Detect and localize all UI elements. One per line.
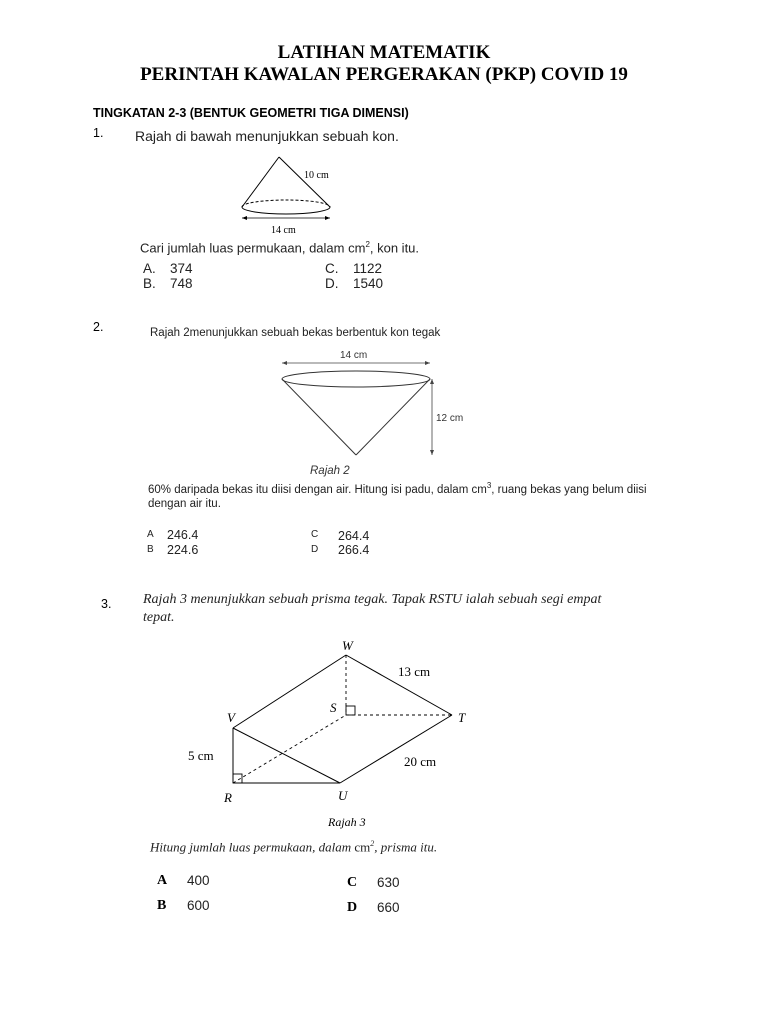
q2-diameter-label: 14 cm [340, 350, 368, 361]
q1-question: Cari jumlah luas permukaan, dalam $cm^2$, kon itu. [140, 240, 420, 256]
title-line-1: LATIHAN MATEMATIK [277, 42, 491, 63]
q2-text: Rajah 2menunjukkan sebuah bekas berbentuk kon tegak [150, 327, 441, 339]
q1-option-d-value: 1540 [353, 276, 384, 291]
q3-vertex-s: S [330, 700, 337, 715]
q2-option-a-value: 246.4 [167, 528, 199, 542]
q3-option-d-letter: D [347, 900, 358, 915]
q2-option-a-letter: A [147, 529, 154, 540]
q3-option-b-letter: B [157, 898, 167, 913]
q3-option-c-value: 630 [377, 875, 400, 890]
q1-option-a-letter: A. [143, 261, 156, 276]
q1-option-a-value: 374 [170, 261, 193, 276]
title-line-2: PERINTAH KAWALAN PERGERAKAN (PKP) COVID 19 [140, 64, 628, 85]
q2-option-b-value: 224.6 [167, 543, 199, 557]
q3-length-rv: 5 cm [188, 748, 214, 763]
section-heading: TINGKATAN 2-3 (BENTUK GEOMETRI TIGA DIMENSI) [93, 106, 409, 120]
q1-slant-label: 10 cm [304, 170, 329, 181]
q1-cone-diagram [232, 150, 372, 240]
q2-question-line2: dengan air itu. [148, 498, 221, 510]
q1-option-b-letter: B. [143, 276, 156, 291]
q2-question-line1: 60% daripada bekas itu diisi dengan air. Hitung isi padu, dalam $cm^3$, ruang bekas yang belum diisi [148, 481, 647, 496]
q3-vertex-w: W [342, 638, 353, 653]
q3-option-d-value: 660 [377, 900, 400, 915]
q2-height-label: 12 cm [436, 413, 464, 424]
q1-text: Rajah di bawah menunjukkan sebuah kon. [135, 128, 399, 144]
q3-number: 3. [101, 597, 112, 611]
q1-number: 1. [93, 126, 104, 140]
q3-text-line1: Rajah 3 menunjukkan sebuah prisma tegak. Tapak RSTU ialah sebuah segi empat [143, 592, 602, 607]
q3-option-c-letter: C [347, 875, 358, 890]
q3-vertex-v: V [227, 710, 235, 725]
q3-vertex-u: U [338, 788, 348, 803]
q3-text-line2: tepat. [143, 610, 175, 625]
q2-option-d-value: 266.4 [338, 543, 370, 557]
q2-option-c-letter: C [311, 529, 319, 540]
q3-caption: Rajah 3 [328, 815, 366, 829]
q3-length-wt: 13 cm [398, 664, 431, 679]
q3-length-ut: 20 cm [404, 754, 437, 769]
q2-cone-diagram [270, 343, 490, 483]
q1-option-c-value: 1122 [353, 261, 383, 276]
q3-vertex-r: R [224, 790, 232, 805]
q3-vertex-t: T [458, 710, 466, 725]
q2-caption: Rajah 2 [310, 465, 350, 477]
q2-option-d-letter: D [311, 544, 319, 555]
q3-option-a-letter: A [157, 873, 168, 888]
q2-option-c-value: 264.4 [338, 529, 370, 543]
q3-prism-diagram [180, 630, 480, 830]
q3-option-a-value: 400 [187, 873, 210, 888]
q3-option-b-value: 600 [187, 898, 210, 913]
q1-option-b-value: 748 [170, 276, 193, 291]
q3-question: Hitung jumlah luas permukaan, dalam $cm^2$, prisma itu. [150, 839, 438, 855]
q1-diameter-label: 14 cm [271, 225, 296, 236]
q1-option-c-letter: C. [325, 261, 339, 276]
q1-option-d-letter: D. [325, 276, 339, 291]
q2-option-b-letter: B [147, 544, 154, 555]
q2-number: 2. [93, 320, 104, 334]
